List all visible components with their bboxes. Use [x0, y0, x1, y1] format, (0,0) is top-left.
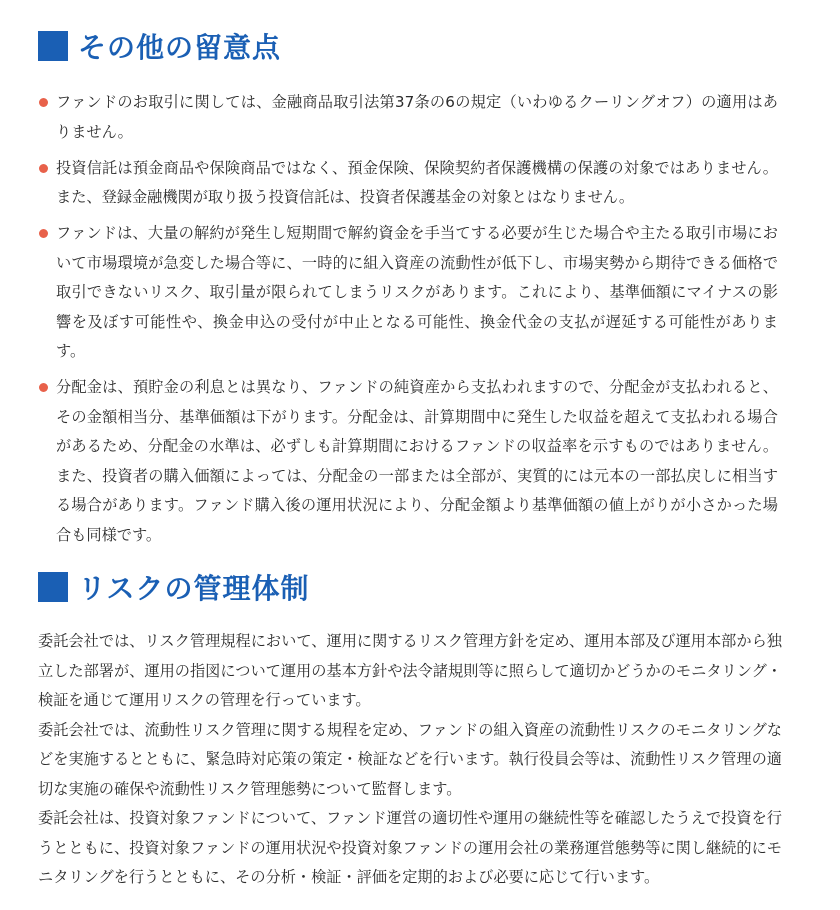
other-notes-list [38, 88, 778, 557]
list-item [38, 373, 778, 550]
note-text: 投資信託は預金商品や保険商品ではなく、預金保険、保険契約者保護機構の保護の対象ではありません。また、登録金融機関が取り扱う投資信託は、投資者保護基金の対象とはなりません。 [56, 158, 778, 206]
risk-paragraph: 委託会社では、流動性リスク管理に関する規程を定め、ファンドの組入資産の流動性リスクのモニタリングなどを実施するとともに、緊急時対応策の策定・検証などを行います。執行役員会等は、流動性リスク管理の適切な実施の確保や流動性リスク管理態勢について監督します。 [38, 720, 782, 798]
note-text: ファンドは、大量の解約が発生し短期間で解約資金を手当てする必要が生じた場合や主たる取引市場において市場環境が急変した場合等に、一時的に組入資産の流動性が低下し、市場実勢から期待できる価格で取引できないリスク、取引量が限られてしまうリスクがあります。これにより、基準価額にマイナスの影響を及ぼす可能性や、換金申込の受付が中止となる可能性、換金代金の支払が遅延する可能性があります。 [56, 224, 778, 360]
bullet-dot-icon [39, 383, 48, 392]
section-title: リスクの管理体制 [78, 572, 310, 605]
section-heading-other-notes [38, 26, 281, 66]
list-item [38, 219, 778, 367]
bullet-dot-icon [39, 164, 48, 173]
note-text: ファンドのお取引に関しては、金融商品取引法第37条の6の規定（いわゆるクーリングオフ）の適用はありません。 [56, 93, 778, 141]
bullet-dot-icon [39, 229, 48, 238]
note-text: 分配金は、預貯金の利息とは異なり、ファンドの純資産から支払われますので、分配金が支払われると、その金額相当分、基準価額は下がります。分配金は、計算期間中に発生した収益を超えて支払われる場合があるため、分配金の水準は、必ずしも計算期間におけるファンドの収益率を示すものではありません。また、投資者の購入価額によっては、分配金の一部または全部が、実質的には元本の一部払戻しに相当する場合があります。ファンド購入後の運用状況により、分配金額より基準価額の値上がりが小さかった場合も同様です。 [56, 378, 778, 544]
section-title: その他の留意点 [78, 31, 282, 64]
bullet-dot-icon [39, 98, 48, 107]
risk-paragraph: 委託会社では、リスク管理規程において、運用に関するリスク管理方針を定め、運用本部及び運用本部から独立した部署が、運用の指図について運用の基本方針や法令諸規則等に照らして適切かどうかのモニタリング・検証を通じて運用リスクの管理を行っています。 [38, 632, 782, 709]
section-heading-risk-management [38, 567, 309, 607]
risk-paragraph: 委託会社は、投資対象ファンドについて、ファンド運営の適切性や運用の継続性等を確認したうえで投資を行うとともに、投資対象ファンドの運用状況や投資対象ファンドの運用会社の業務運営態勢等に関し継続的にモニタリングを行うとともに、その分析・検証・評価を定期的および必要に応じて行います。 [38, 809, 782, 886]
heading-square-icon [38, 572, 68, 602]
list-item [38, 88, 778, 147]
risk-management-body [38, 627, 782, 893]
list-item [38, 154, 778, 213]
heading-square-icon [38, 31, 68, 61]
